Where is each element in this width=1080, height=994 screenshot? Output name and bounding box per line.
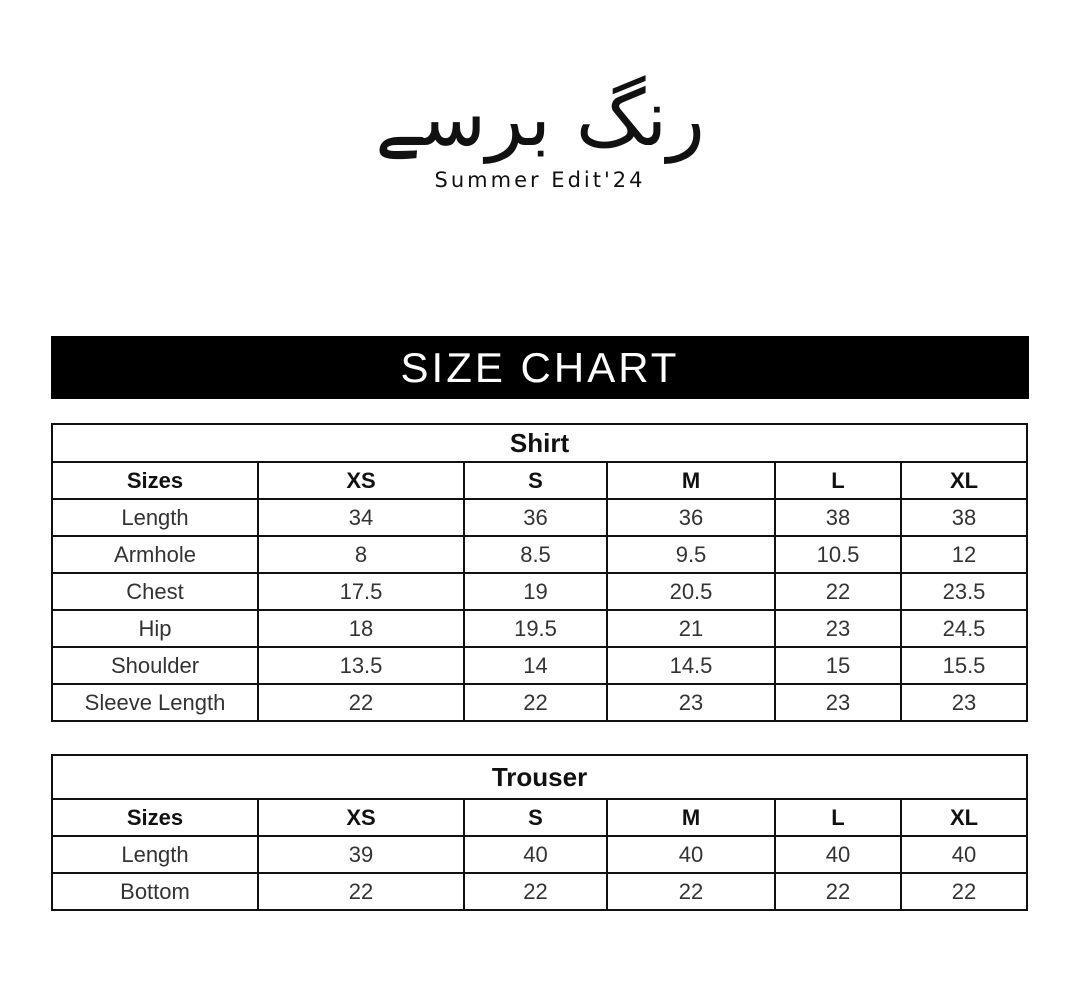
table-cell: 22 [775, 573, 901, 610]
table-cell: 40 [775, 836, 901, 873]
trouser-size-table [51, 754, 1028, 911]
table-cell: 22 [464, 873, 607, 910]
row-label: Length [52, 836, 258, 873]
table-cell: 8.5 [464, 536, 607, 573]
size-chart-banner [51, 336, 1029, 399]
table-cell: 22 [607, 873, 775, 910]
table-cell: 23 [901, 684, 1027, 721]
table-row [52, 873, 1027, 910]
table-cell: 8 [258, 536, 464, 573]
table-cell: 22 [901, 873, 1027, 910]
header-cell: L [775, 462, 901, 499]
table-cell: 23 [775, 610, 901, 647]
table-row [52, 573, 1027, 610]
table-row [52, 610, 1027, 647]
table-cell: 39 [258, 836, 464, 873]
header-cell: L [775, 799, 901, 836]
table-cell: 22 [258, 684, 464, 721]
header-cell: Sizes [52, 462, 258, 499]
table-cell: 40 [901, 836, 1027, 873]
table-cell: 19 [464, 573, 607, 610]
trouser-table-title: Trouser [52, 755, 1027, 799]
table-cell: 10.5 [775, 536, 901, 573]
row-label: Length [52, 499, 258, 536]
table-cell: 14 [464, 647, 607, 684]
table-cell: 21 [607, 610, 775, 647]
header-cell: S [464, 462, 607, 499]
table-cell: 15.5 [901, 647, 1027, 684]
header-cell: Sizes [52, 799, 258, 836]
table-cell: 38 [775, 499, 901, 536]
table-cell: 36 [464, 499, 607, 536]
table-row [52, 836, 1027, 873]
collection-tagline: Summer Edit'24 [434, 168, 646, 192]
trouser-title-row [52, 755, 1027, 799]
header-cell: S [464, 799, 607, 836]
table-cell: 13.5 [258, 647, 464, 684]
table-cell: 40 [464, 836, 607, 873]
header-cell: XL [901, 462, 1027, 499]
table-cell: 36 [607, 499, 775, 536]
table-row [52, 536, 1027, 573]
header-cell: XS [258, 462, 464, 499]
row-label: Bottom [52, 873, 258, 910]
table-cell: 22 [464, 684, 607, 721]
table-cell: 15 [775, 647, 901, 684]
table-row [52, 647, 1027, 684]
shirt-title-row [52, 424, 1027, 462]
table-row [52, 684, 1027, 721]
table-cell: 23.5 [901, 573, 1027, 610]
row-label: Hip [52, 610, 258, 647]
header-cell: M [607, 462, 775, 499]
table-cell: 22 [775, 873, 901, 910]
header-cell: XL [901, 799, 1027, 836]
row-label: Armhole [52, 536, 258, 573]
row-label: Chest [52, 573, 258, 610]
table-cell: 14.5 [607, 647, 775, 684]
table-cell: 19.5 [464, 610, 607, 647]
banner-title: SIZE CHART [400, 343, 680, 391]
header-cell: XS [258, 799, 464, 836]
row-label: Shoulder [52, 647, 258, 684]
table-cell: 40 [607, 836, 775, 873]
table-cell: 34 [258, 499, 464, 536]
table-cell: 12 [901, 536, 1027, 573]
table-cell: 9.5 [607, 536, 775, 573]
trouser-header-row [52, 799, 1027, 836]
table-cell: 23 [775, 684, 901, 721]
table-cell: 38 [901, 499, 1027, 536]
logo-urdu-text: رنگ برسے [375, 74, 705, 164]
header-cell: M [607, 799, 775, 836]
shirt-size-table [51, 423, 1028, 722]
table-cell: 24.5 [901, 610, 1027, 647]
shirt-header-row [52, 462, 1027, 499]
table-cell: 22 [258, 873, 464, 910]
brand-logo [0, 74, 1080, 192]
table-cell: 23 [607, 684, 775, 721]
table-row [52, 499, 1027, 536]
shirt-table-title: Shirt [52, 424, 1027, 462]
row-label: Sleeve Length [52, 684, 258, 721]
table-cell: 20.5 [607, 573, 775, 610]
table-cell: 17.5 [258, 573, 464, 610]
table-cell: 18 [258, 610, 464, 647]
